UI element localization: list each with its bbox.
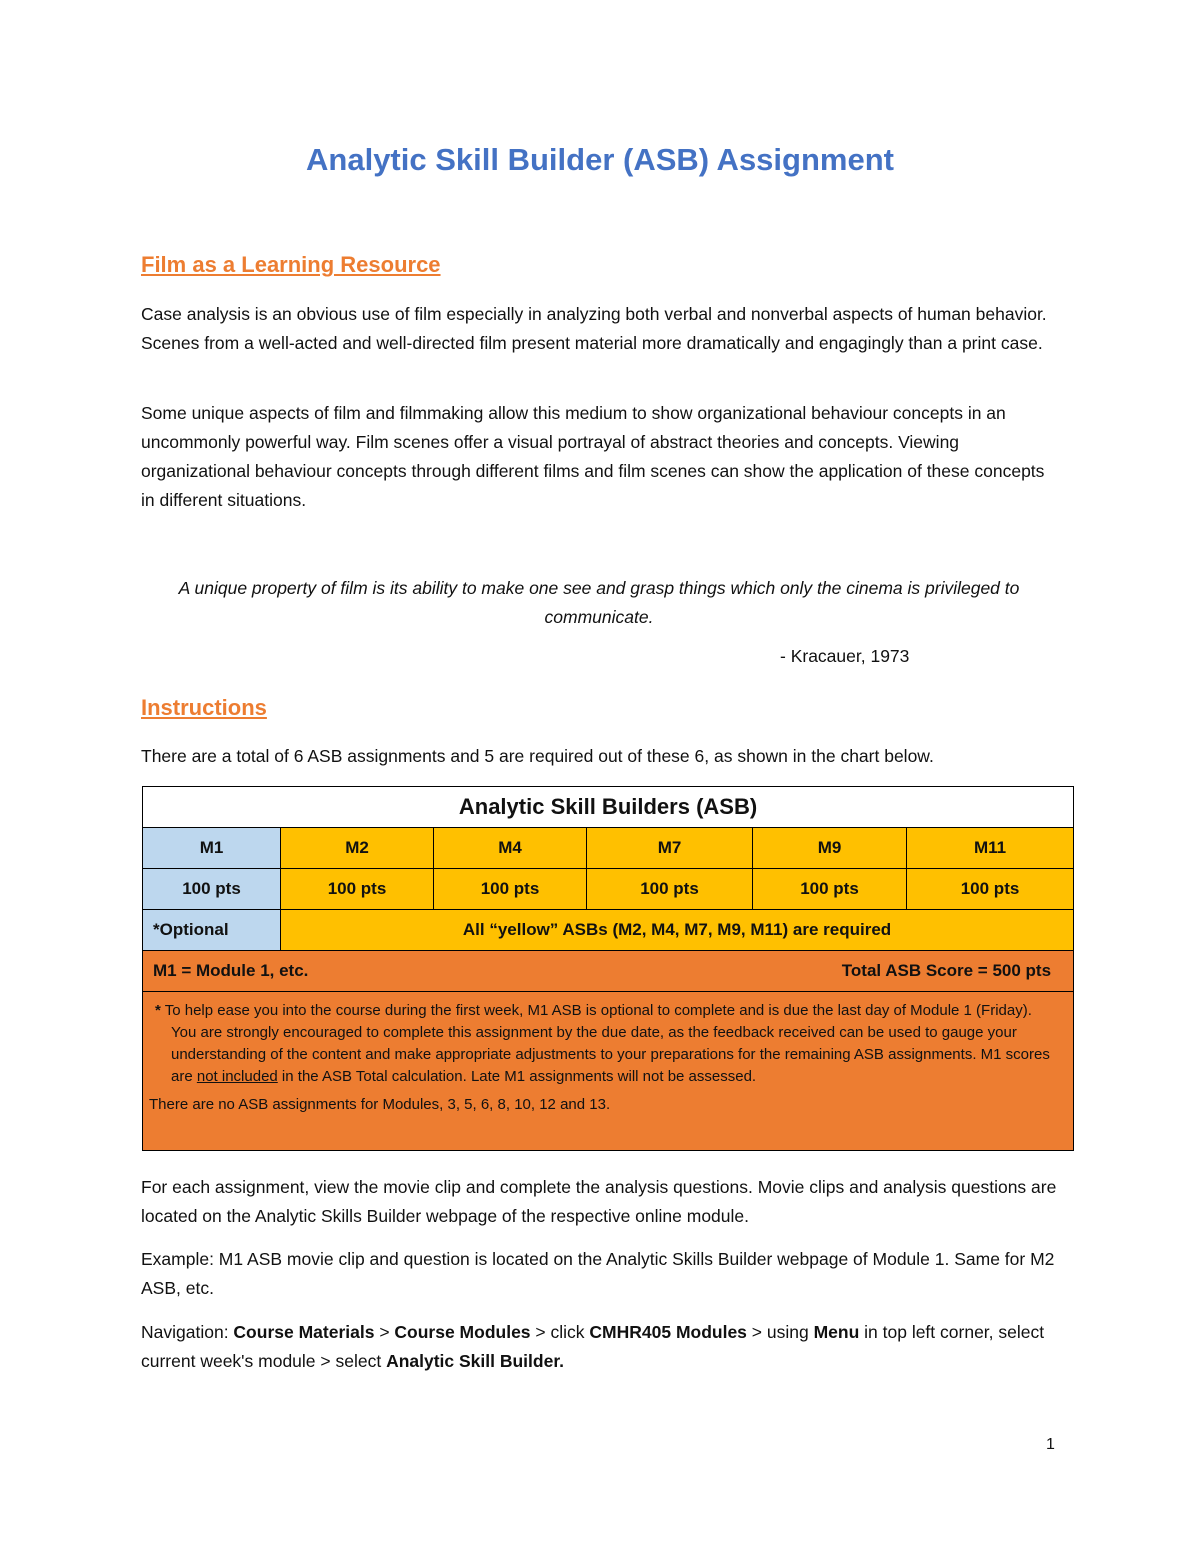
points-cell-m2: 100 pts [281,869,434,910]
notes-cell [143,992,1074,1151]
note-not-included: not included [196,1068,278,1085]
note-no-asb-modules: There are no ASB assignments for Modules, 3, 5, 6, 8, 10, 12 and 13. [149,1096,611,1113]
points-cell-m7: 100 pts [587,869,753,910]
nav-course-modules: Course Modules [394,1322,531,1342]
paragraph-unique-aspects: Some unique aspects of film and filmmaking allow this medium to show organizational behaviour concepts in an uncommonly powerful way. Film scenes offer a visual portrayal of abstract theories and concepts. Viewing organizational behaviour concepts through different films and film scenes can show the application of these concepts in different situations. [141,403,1045,510]
paragraph-each-assignment: For each assignment, view the movie clip and complete the analysis questions. Movie clips and analysis questions are located on the Analytic Skills Builder webpage of the respective online module. [141,1177,1057,1226]
module-cell-m7: M7 [587,828,753,869]
module-cell-m4: M4 [434,828,587,869]
table-row-modules [143,828,1074,869]
note-asterisk: * [155,1002,161,1019]
quote-citation: - Kracauer, 1973 [780,646,910,666]
paragraph-instructions-intro: There are a total of 6 ASB assignments and 5 are required out of these 6, as shown in the chart below. [141,746,934,766]
legend-left: M1 = Module 1, etc. [153,961,309,980]
note-m1-optional: * To help ease you into the course during the first week, M1 ASB is optional to complete and is due the last day of Module 1 (Friday). You are strongly encouraged to complete this assignment by the due date, as the feedback received can be used to gauge your understanding of the content and make appropriate adjustments to your preparations for the remaining ASB assignments. M1 scores are not included in the ASB Total calculation. Late M1 assignments will not be assessed. [155,1002,1050,1085]
optional-label: *Optional [143,910,281,951]
nav-cmhr405-modules: CMHR405 Modules [589,1322,747,1342]
table-row-legend [143,951,1074,992]
table-header: Analytic Skill Builders (ASB) [143,787,1074,828]
legend-total-score: Total ASB Score = 500 pts [841,961,1052,980]
paragraph-case-analysis: Case analysis is an obvious use of film especially in analyzing both verbal and nonverbal aspects of human behavior. Scenes from a well-acted and well-directed film present material more dramatically and engagingly than a print case. [141,304,1047,353]
table-row-requirement [143,910,1074,951]
nav-menu: Menu [813,1322,860,1342]
nav-analytic-skill-builder: Analytic Skill Builder. [386,1351,565,1371]
quote-text: A unique property of film is its ability to make one see and grasp things which only the cinema is privileged to communicate. [178,578,1020,627]
page-number: 1 [1046,1436,1055,1453]
points-cell-m9: 100 pts [753,869,907,910]
points-cell-m1: 100 pts [143,869,281,910]
points-cell-m11: 100 pts [907,869,1074,910]
module-cell-m2: M2 [281,828,434,869]
module-cell-m11: M11 [907,828,1074,869]
paragraph-example: Example: M1 ASB movie clip and question is located on the Analytic Skills Builder webpage of Module 1. Same for M2 ASB, etc. [141,1249,1055,1298]
section-heading-film: Film as a Learning Resource [141,252,441,277]
section-heading-instructions: Instructions [141,695,267,720]
nav-course-materials: Course Materials [233,1322,375,1342]
legend-cell [143,951,1074,992]
points-cell-m4: 100 pts [434,869,587,910]
paragraph-navigation: Navigation: Course Materials > Course Modules > click CMHR405 Modules > using Menu in top left corner, select current week's module > select Analytic Skill Builder. [141,1322,1045,1371]
module-cell-m9: M9 [753,828,907,869]
required-label: All “yellow” ASBs (M2, M4, M7, M9, M11) are required [281,910,1074,951]
asb-table [142,786,1074,1151]
module-cell-m1: M1 [143,828,281,869]
table-row-points [143,869,1074,910]
document-title: Analytic Skill Builder (ASB) Assignment [306,142,894,177]
table-row-notes [143,992,1074,1151]
